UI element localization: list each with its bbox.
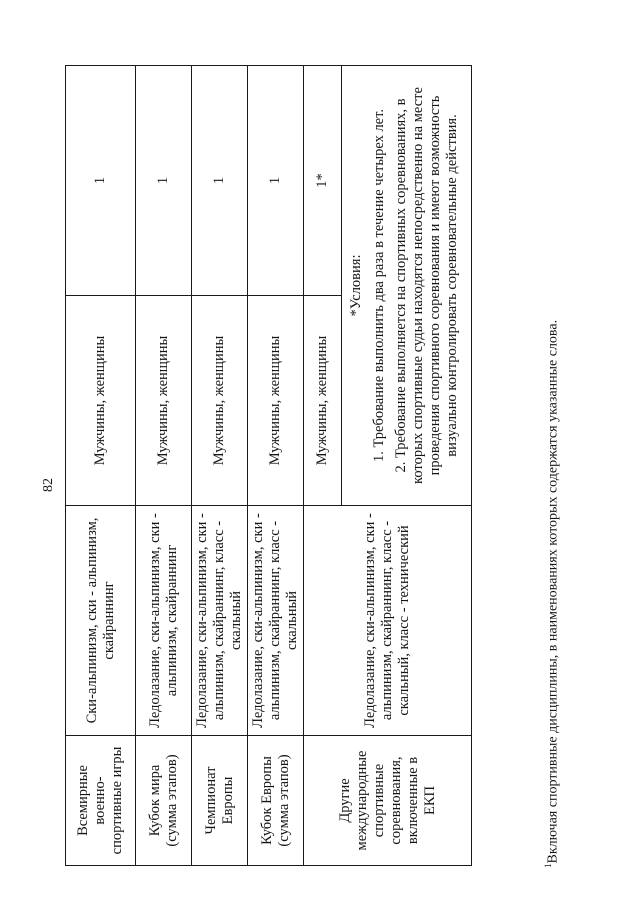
sex-cell: Мужчины, женщины — [192, 296, 248, 506]
requirement-cell: 1 — [192, 66, 248, 296]
discipline-cell: Ски-альпинизм, ски - альпинизм, скайраннинг — [66, 506, 136, 736]
table-row — [248, 66, 304, 866]
rotated-page — [41, 66, 605, 868]
footnote-text: Включая спортивные дисциплины, в наименованиях которых содержатся указанные слова. — [545, 319, 561, 864]
sex-cell: Мужчины, женщины — [304, 296, 342, 506]
requirement-cell: 1 — [66, 66, 136, 296]
table-row — [192, 66, 248, 866]
sex-cell: Мужчины, женщины — [66, 296, 136, 506]
discipline-cell: Ледолазание, ски-альпинизм, ски - альпинизм, скайраннинг, класс - скальный, класс - технический — [304, 506, 472, 736]
requirement-cell: 1* — [304, 66, 342, 296]
competition-cell: Другие международные спортивные соревнования, включенные в ЕКП — [304, 736, 472, 866]
conditions-cell — [342, 66, 472, 506]
discipline-cell: Ледолазание, ски-альпинизм, ски - альпинизм, скайраннинг, класс - скальный — [248, 506, 304, 736]
competition-cell: Кубок мира (сумма этапов) — [136, 736, 192, 866]
table-row — [304, 66, 342, 866]
competition-cell: Кубок Европы (сумма этапов) — [248, 736, 304, 866]
table-row — [66, 66, 136, 866]
discipline-cell: Ледолазание, ски-альпинизм, ски - альпинизм, скайраннинг, класс - скальный — [192, 506, 248, 736]
sex-cell: Мужчины, женщины — [248, 296, 304, 506]
competition-cell: Всемирные военно-спортивные игры — [66, 736, 136, 866]
sex-cell: Мужчины, женщины — [136, 296, 192, 506]
discipline-cell: Ледолазание, ски-альпинизм, ски - альпинизм, скайраннинг — [136, 506, 192, 736]
requirements-table — [65, 65, 472, 866]
competition-cell: Чемпионат Европы — [192, 736, 248, 866]
footnote-marker: 1 — [543, 863, 553, 868]
page-number: 82 — [41, 478, 56, 492]
conditions-title: *Условия: — [347, 254, 364, 317]
footnote — [543, 320, 562, 868]
condition-item: 2. Требование выполняется на спортивных соревнованиях, в которых спортивные судьи находятся непосредственно на месте проведения спортивного соревнования и имеют возможность визуально контролировать соревновательные действия. — [392, 87, 460, 484]
requirement-cell: 1 — [248, 66, 304, 296]
requirement-cell: 1 — [136, 66, 192, 296]
condition-item: 1. Требование выполнить два раза в течение четырех лет. — [370, 109, 387, 463]
table-row — [136, 66, 192, 866]
